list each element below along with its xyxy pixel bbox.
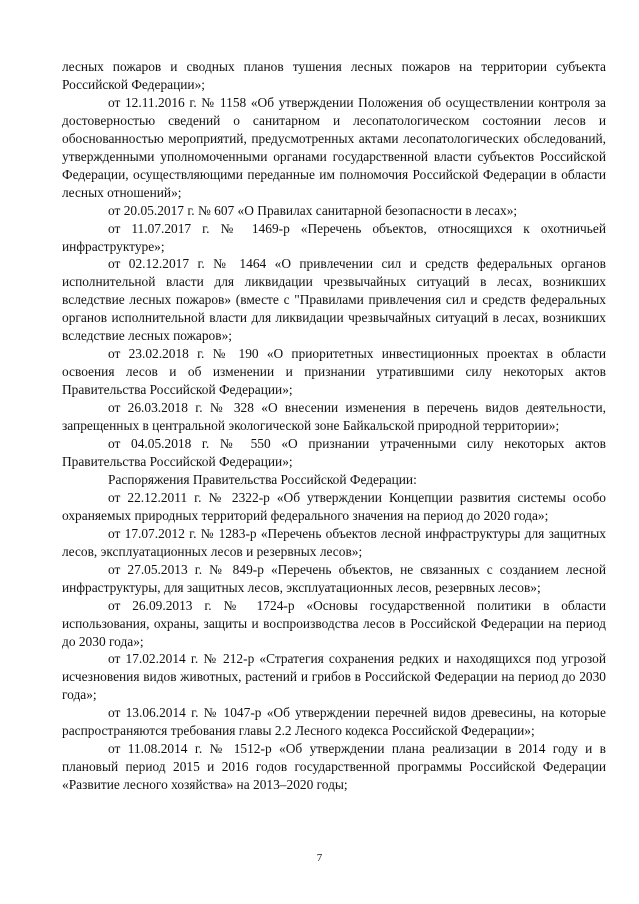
- paragraph: от 12.11.2016 г. № 1158 «Об утверждении Положения об осуществлении контроля за достоверностью сведений о санитарном и лесопатологическом состоянии лесов и обоснованностью мероприятий, предусмотренных актами лесопатологических обследований, утвержденными уполномоченными органами государственной власти субъектов Российской Федерации, осуществляющими переданные им полномочия Российской Федерации в области лесных отношений»;: [62, 94, 606, 200]
- paragraph: от 13.06.2014 г. № 1047-р «Об утверждении перечней видов древесины, на которые распространяются требования главы 2.2 Лесного кодекса Российской Федерации»;: [62, 705, 606, 739]
- paragraph: от 02.12.2017 г. № 1464 «О привлечении сил и средств федеральных органов исполнительной власти для ликвидации чрезвычайных ситуаций в лесах, возникших вследствие лесных пожаров» (вместе с "Правилами привлечения сил и средств федеральных органов исполнительной власти для ликвидации чрезвычайных ситуаций в лесах, возникших вследствие лесных пожаров»;: [62, 256, 606, 344]
- paragraph: от 26.09.2013 г. № 1724-р «Основы государственной политики в области использования, охраны, защиты и воспроизводства лесов в Российской Федерации на период до 2030 года»;: [62, 597, 606, 649]
- paragraph: от 22.12.2011 г. № 2322-р «Об утверждении Концепции развития системы особо охраняемых природных территорий федерального значения на период до 2020 года»;: [62, 489, 606, 523]
- paragraph: от 17.02.2014 г. № 212-р «Стратегия сохранения редких и находящихся под угрозой исчезновения видов животных, растений и грибов в Российской Федерации на период до 2030 года»;: [62, 651, 606, 703]
- paragraph: от 26.03.2018 г. № 328 «О внесении изменения в перечень видов деятельности, запрещенных в центральной экологической зоне Байкальской природной территории»;: [62, 400, 606, 434]
- paragraph: от 20.05.2017 г. № 607 «О Правилах санитарной безопасности в лесах»;: [108, 202, 518, 218]
- paragraph: от 11.07.2017 г. № 1469-р «Перечень объектов, относящихся к охотничьей инфраструктуре»;: [62, 220, 606, 254]
- body-text: [62, 58, 606, 794]
- paragraph: от 11.08.2014 г. № 1512-р «Об утверждении плана реализации в 2014 году и в плановый период 2015 и 2016 годов государственной программы Российской Федерации «Развитие лесного хозяйства» на 2013–2020 годы;: [62, 741, 606, 793]
- paragraph: от 23.02.2018 г. № 190 «О приоритетных инвестиционных проектах в области освоения лесов и об изменении и признании утратившими силу некоторых актов Правительства Российской Федерации»;: [62, 346, 606, 398]
- paragraph: лесных пожаров и сводных планов тушения лесных пожаров на территории субъекта Российской Федерации»;: [62, 59, 606, 92]
- paragraph: от 17.07.2012 г. № 1283-р «Перечень объектов лесной инфраструктуры для защитных лесов, эксплуатационных лесов и резервных лесов»;: [62, 525, 606, 559]
- section-heading: Распоряжения Правительства Российской Федерации:: [108, 471, 417, 487]
- page-number: 7: [316, 852, 323, 864]
- paragraph: от 04.05.2018 г. № 550 «О признании утраченными силу некоторых актов Правительства Российской Федерации»;: [62, 436, 606, 469]
- paragraph: от 27.05.2013 г. № 849-р «Перечень объектов, не связанных с созданием лесной инфраструктуры, для защитных лесов, эксплуатационных лесов, резервных лесов»;: [62, 561, 606, 595]
